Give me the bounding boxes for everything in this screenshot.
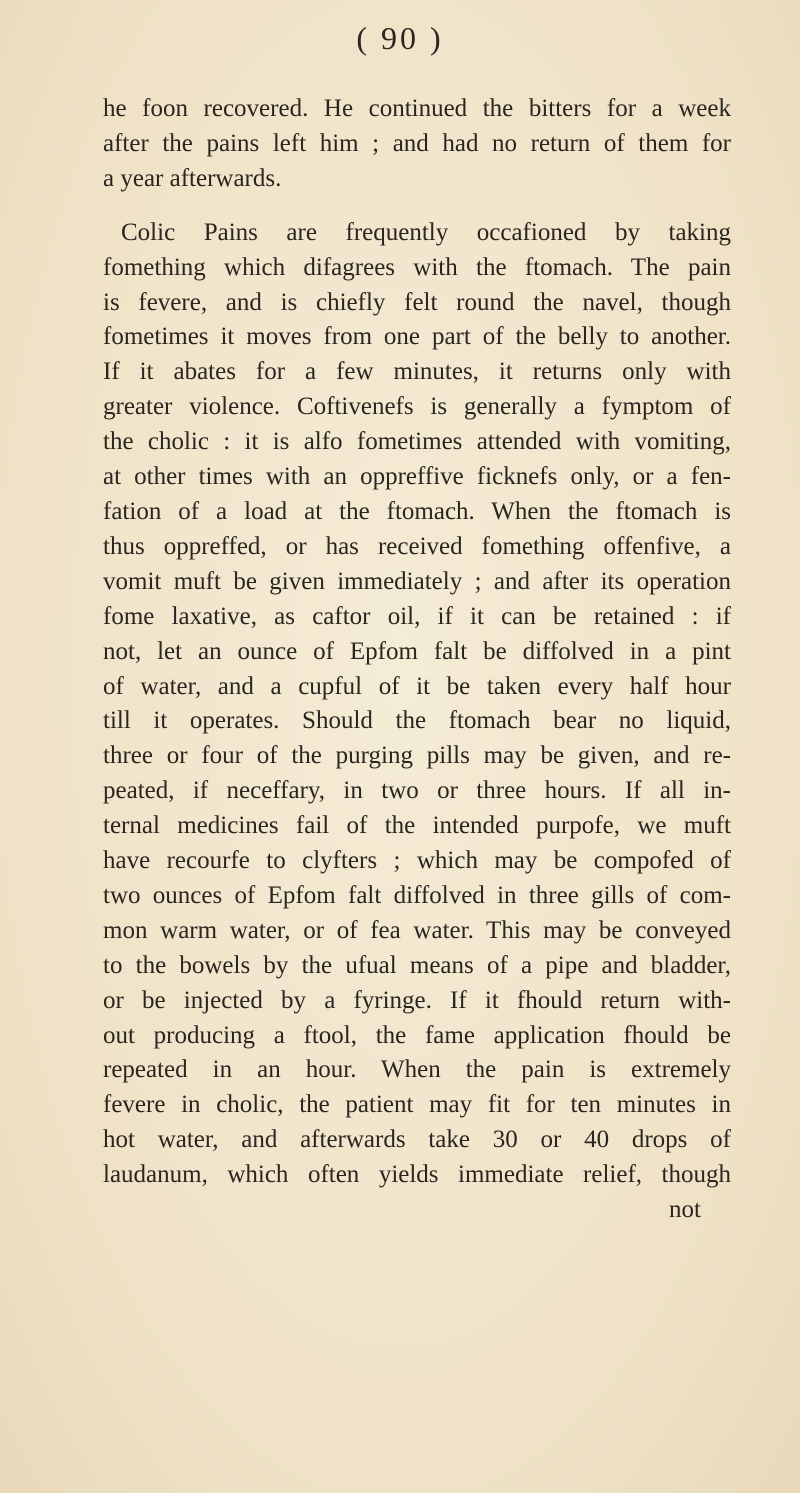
text-line: hot water, and afterwards take 30 or 40 drops of: [103, 1126, 731, 1154]
text-line: laudanum, which often yields immediate relief, though: [103, 1161, 731, 1189]
text-line: fome laxative, as caftor oil, if it can be retained : if: [103, 602, 731, 630]
text-line: at other times with an oppreffive ficknefs only, or a fen-: [103, 463, 731, 491]
text-line: of water, and a cupful of it be taken every half hour: [103, 672, 731, 700]
text-line: mon warm water, or of fea water. This may be conveyed: [103, 916, 731, 944]
text-line: greater violence. Coftivenefs is generally a fymptom of: [103, 393, 731, 421]
text-line: peated, if neceffary, in two or three hours. If all in-: [103, 777, 731, 805]
text-line: not, let an ounce of Epfom falt be diffolved in a pint: [103, 637, 731, 665]
text-line: is fevere, and is chiefly felt round the navel, though: [103, 288, 731, 316]
body-text: [103, 92, 731, 1228]
text-line: or be injected by a fyringe. If it fhould return with-: [103, 986, 731, 1014]
text-line: he foon recovered. He continued the bitters for a week: [103, 95, 731, 122]
text-line: two ounces of Epfom falt diffolved in three gills of com-: [103, 881, 731, 909]
text-line: ternal medicines fail of the intended purpofe, we muft: [103, 812, 731, 840]
text-line: fevere in cholic, the patient may fit for ten minutes in: [103, 1091, 731, 1119]
text-line: fomething which difagrees with the ftomach. The pain: [103, 253, 731, 281]
text-line: the cholic : it is alfo fometimes attended with vomiting,: [103, 428, 731, 456]
text-line: Colic Pains are frequently occafioned by taking: [121, 218, 731, 246]
text-line: have recourfe to clyfters ; which may be compofed of: [103, 847, 731, 875]
text-line: out producing a ftool, the fame application fhould be: [103, 1021, 731, 1049]
text-line: vomit muft be given immediately ; and after its operation: [103, 567, 731, 595]
text-line: fometimes it moves from one part of the belly to another.: [103, 323, 731, 351]
paragraph-1: [103, 92, 731, 197]
text-line: after the pains left him ; and had no return of them for: [103, 129, 731, 157]
text-line: repeated in an hour. When the pain is extremely: [103, 1056, 731, 1084]
text-line: thus oppreffed, or has received fomething offenfive, a: [103, 532, 731, 560]
paragraph-2: [103, 216, 731, 1193]
text-line: fation of a load at the ftomach. When the ftomach is: [103, 497, 731, 525]
text-line: till it operates. Should the ftomach bear no liquid,: [103, 707, 731, 735]
paragraph-gap: [103, 197, 731, 216]
text-line: a year afterwards.: [103, 164, 282, 192]
page-number: ( 90 ): [356, 20, 444, 56]
text-line: to the bowels by the ufual means of a pipe and bladder,: [103, 951, 731, 979]
catchword: not: [669, 1196, 701, 1224]
text-line: three or four of the purging pills may be given, and re-: [103, 742, 731, 770]
text-line: If it abates for a few minutes, it returns only with: [103, 358, 731, 386]
